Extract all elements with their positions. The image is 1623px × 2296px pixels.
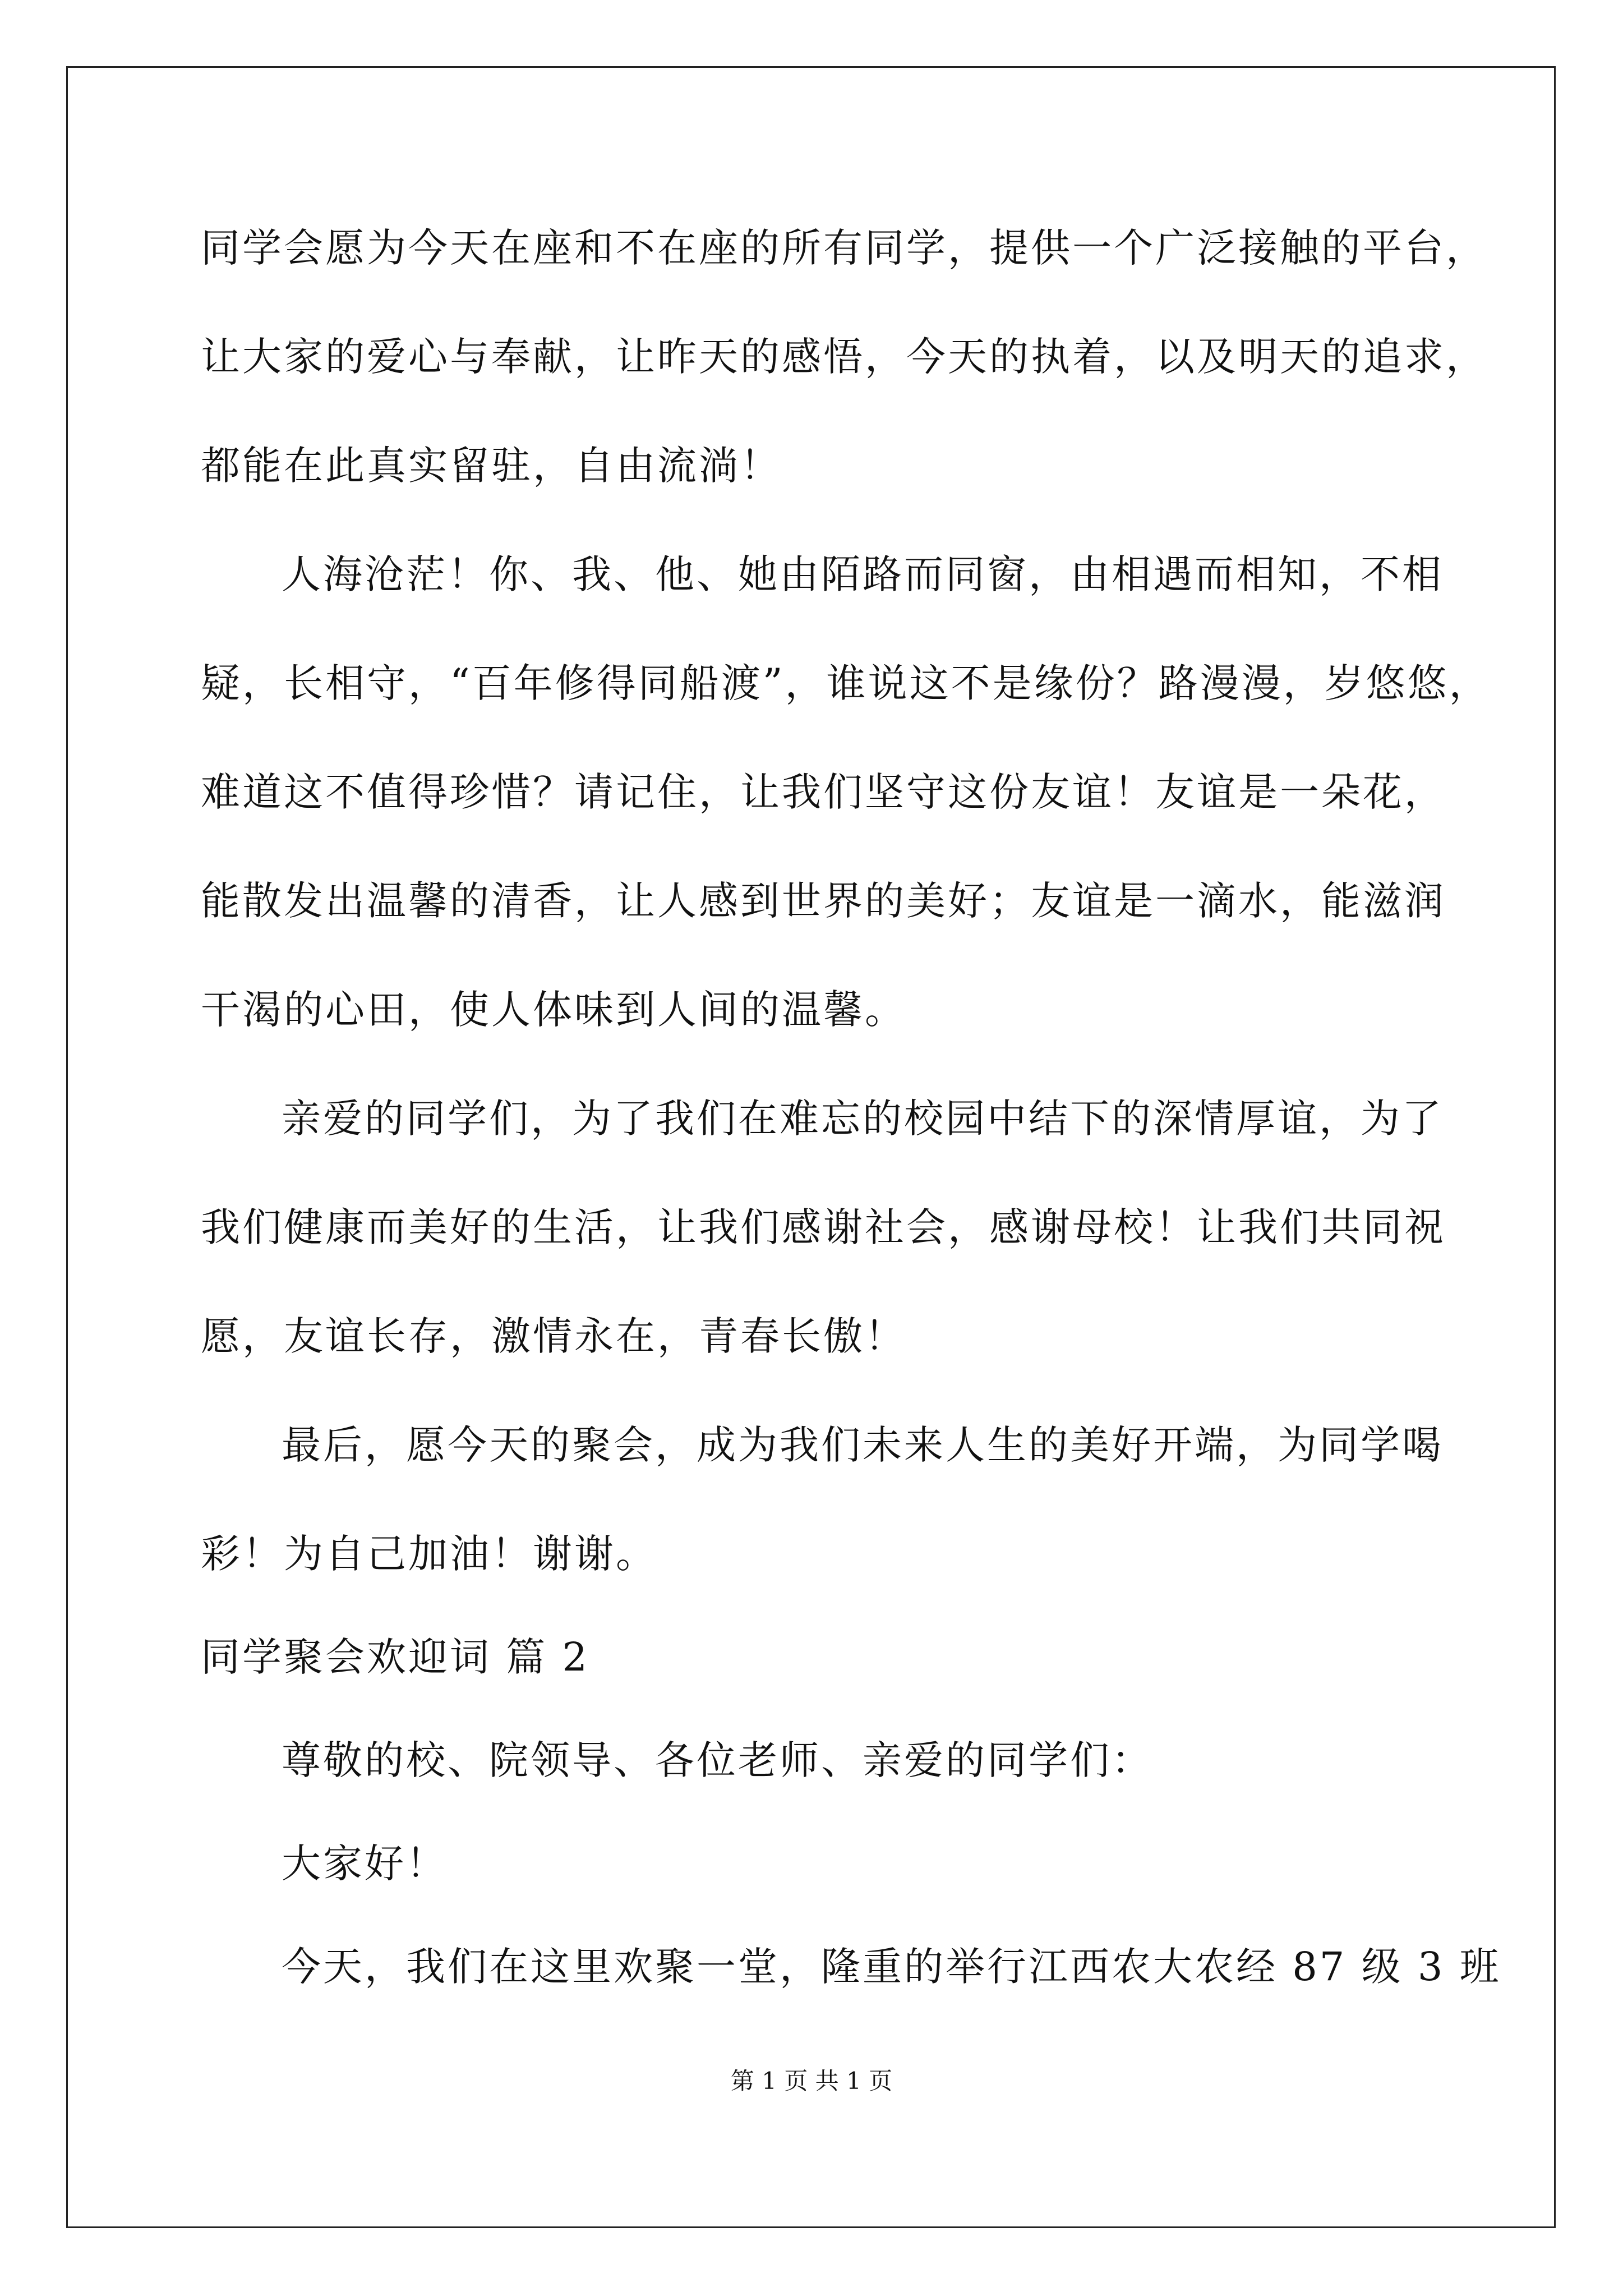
paragraph-first-line: 最后，愿今天的聚会，成为我们未来人生的美好开端，为同学喝	[282, 1422, 1444, 1468]
page-footer: 第 1 页 共 1 页	[730, 2067, 893, 2095]
text-line: 我们健康而美好的生活，让我们感谢社会，感谢母校！让我们共同祝	[201, 1204, 1446, 1250]
section-heading: 同学聚会欢迎词 篇 2	[201, 1634, 590, 1680]
text-line: 难道这不值得珍惜？请记住，让我们坚守这份友谊！友谊是一朵花，	[201, 769, 1446, 815]
page-border	[66, 66, 1556, 2228]
text-line: 都能在此真实留驻，自由流淌！	[201, 443, 782, 489]
text-line: 疑，长相守，“百年修得同船渡”，谁说这不是缘份？路漫漫，岁悠悠，	[201, 660, 1491, 706]
paragraph-first-line: 今天，我们在这里欢聚一堂，隆重的举行江西农大农经 87 级 3 班	[282, 1944, 1501, 1990]
text-line: 彩！为自己加油！谢谢。	[201, 1531, 657, 1577]
text-line: 干渴的心田，使人体味到人间的温馨。	[201, 987, 906, 1033]
paragraph-first-line: 人海沧茫！你、我、他、她由陌路而同窗，由相遇而相知，不相	[282, 551, 1444, 597]
text-line: 同学会愿为今天在座和不在座的所有同学，提供一个广泛接触的平台，	[201, 225, 1487, 271]
text-line: 愿，友谊长存，激情永在，青春长傲！	[201, 1313, 906, 1359]
text-line: 能散发出温馨的清香，让人感到世界的美好；友谊是一滴水，能滋润	[201, 878, 1446, 924]
paragraph-first-line: 亲爱的同学们，为了我们在难忘的校园中结下的深情厚谊，为了	[282, 1096, 1444, 1142]
salutation: 尊敬的校、院领导、各位老师、亲爱的同学们：	[282, 1737, 1153, 1783]
text-line: 让大家的爱心与奉献，让昨天的感悟，今天的执着，以及明天的追求，	[201, 334, 1487, 380]
greeting: 大家好！	[282, 1841, 448, 1887]
